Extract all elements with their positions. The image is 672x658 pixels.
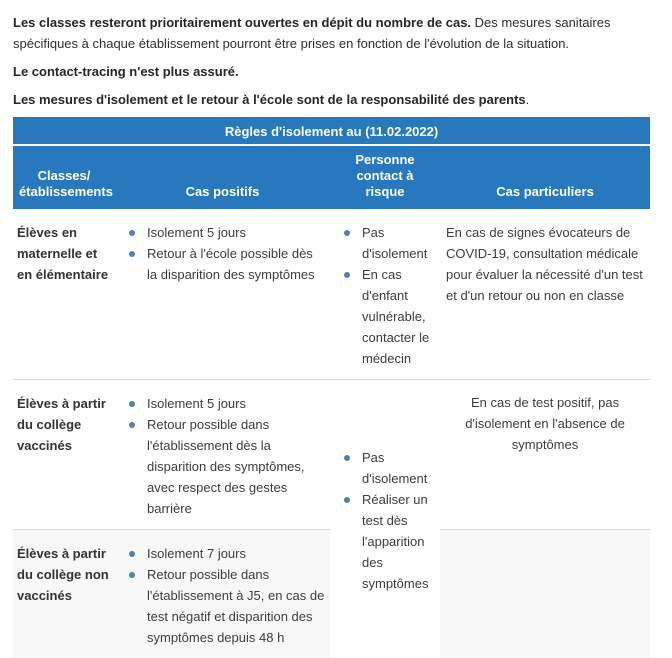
intro-p3-bold: Les mesures d'isolement et le retour à l'école sont de la responsabilité des parents (13, 92, 526, 107)
bullet-item: Isolement 7 jours (129, 543, 326, 564)
intro-p3-rest: . (526, 92, 530, 107)
bullet-item: Retour possible dans l'établissement dès la disparition des symptômes, avec respect des gestes barrière (129, 414, 326, 519)
table-title-row (13, 117, 650, 145)
column-header-classes-line2: établissements (19, 184, 109, 200)
bullet-list (338, 222, 436, 369)
bullet-item: Retour à l'école possible dès la disparition des symptômes (129, 243, 326, 285)
intro-p1-rest: Des mesures sanitaires spécifiques à chaque établissement pourront être prises en fonction de l'évolution de la situation. (13, 15, 611, 51)
cell-cas-particuliers-vaccines: En cas de test positif, pas d'isolement en l'absence de symptômes (440, 380, 650, 530)
bullet-list (123, 222, 326, 285)
bullet-item: Pas d'isolement (344, 222, 436, 264)
intro-p1-bold: Les classes resteront prioritairement ouvertes en dépit du nombre de cas. (13, 15, 471, 30)
cell-classe-vaccines: Élèves à partir du collège vaccinés (13, 380, 115, 530)
cell-cas-positifs-maternelle (115, 209, 330, 380)
table-title: Règles d'isolement au (11.02.2022) (13, 117, 650, 145)
intro-paragraph-2 (13, 61, 653, 82)
bullet-item: Réaliser un test dès l'apparition des symptômes (344, 489, 436, 594)
column-header-cas-positifs: Cas positifs (115, 145, 330, 209)
bullet-list (123, 543, 326, 648)
table-row-college-vaccines (13, 380, 650, 530)
bullet-list (338, 447, 436, 594)
bullet-item: En cas d'enfant vulnérable, contacter le médecin (344, 264, 436, 369)
column-header-personne-contact: Personne contact à risque (330, 145, 440, 209)
cell-personne-contact-college-merged (330, 380, 440, 658)
column-header-classes-line1: Classes/ (19, 168, 109, 184)
bullet-item: Isolement 5 jours (129, 393, 326, 414)
cell-cas-particuliers-non-vaccines-empty (440, 530, 650, 658)
bullet-item: Isolement 5 jours (129, 222, 326, 243)
cell-cas-positifs-non-vaccines (115, 530, 330, 658)
cell-cas-particuliers-maternelle: En cas de signes évocateurs de COVID-19, consultation médicale pour évaluer la nécessité d'un test et d'un retour ou non en classe (440, 209, 650, 380)
bullet-list (123, 393, 326, 519)
bullet-item: Retour possible dans l'établissement à J5, en cas de test négatif et disparition des symptômes depuis 48 h (129, 564, 326, 648)
intro-text-block (13, 12, 653, 110)
intro-paragraph-1 (13, 12, 653, 54)
cell-cas-positifs-vaccines (115, 380, 330, 530)
cell-personne-contact-maternelle (330, 209, 440, 380)
cell-classe-maternelle: Élèves en maternelle et en élémentaire (13, 209, 115, 380)
bullet-item: Pas d'isolement (344, 447, 436, 489)
table-header-row (13, 145, 650, 209)
intro-p2-bold: Le contact-tracing n'est plus assuré. (13, 64, 239, 79)
intro-paragraph-3 (13, 89, 653, 110)
column-header-classes (13, 145, 115, 209)
cell-classe-non-vaccines: Élèves à partir du collège non vaccinés (13, 530, 115, 658)
isolation-rules-table (13, 117, 650, 658)
column-header-cas-particuliers: Cas particuliers (440, 145, 650, 209)
table-row-maternelle (13, 209, 650, 380)
